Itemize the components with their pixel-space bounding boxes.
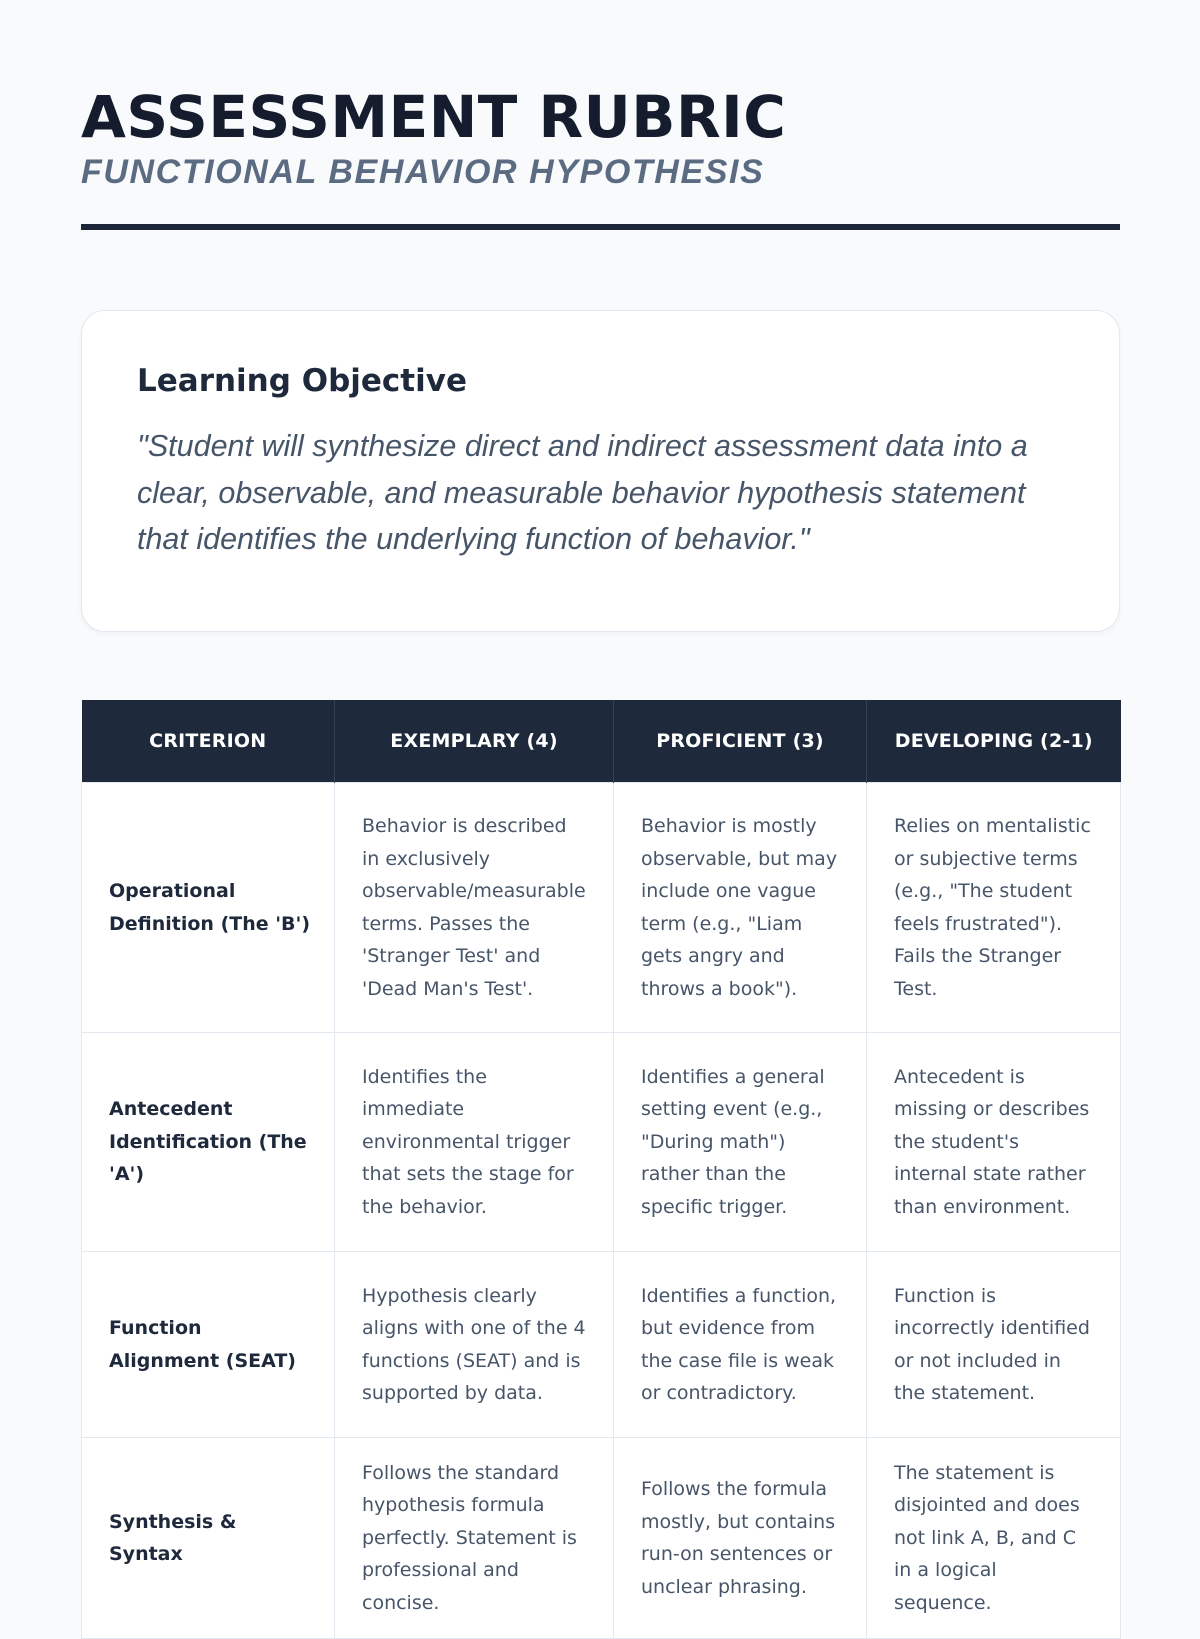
table-row bbox=[82, 1033, 1121, 1252]
column-header-proficient: PROFICIENT (3) bbox=[614, 700, 867, 783]
learning-objective-card bbox=[81, 310, 1120, 632]
table-header-row bbox=[82, 700, 1121, 783]
criterion-cell: Function Alignment (SEAT) bbox=[82, 1252, 335, 1438]
exemplary-cell: Behavior is described in exclusively observable/measurable terms. Passes the 'Stranger Test' and 'Dead Man's Test'. bbox=[335, 783, 614, 1033]
developing-cell: The statement is disjointed and does not link A, B, and C in a logical sequence. bbox=[867, 1438, 1121, 1639]
proficient-cell: Identifies a general setting event (e.g., "During math") rather than the specific trigger. bbox=[614, 1033, 867, 1252]
rubric-table bbox=[81, 700, 1121, 1639]
criterion-cell: Antecedent Identification (The 'A') bbox=[82, 1033, 335, 1252]
exemplary-cell: Hypothesis clearly aligns with one of the 4 functions (SEAT) and is supported by data. bbox=[335, 1252, 614, 1438]
column-header-developing: DEVELOPING (2-1) bbox=[867, 700, 1121, 783]
table-row bbox=[82, 783, 1121, 1033]
objective-text: "Student will synthesize direct and indirect assessment data into a clear, observable, and measurable behavior hypothesis statement that identifies the underlying function of behavior." bbox=[137, 429, 1028, 556]
criterion-cell: Synthesis & Syntax bbox=[82, 1438, 335, 1639]
page-header bbox=[81, 0, 1120, 230]
developing-cell: Antecedent is missing or describes the student's internal state rather than environment. bbox=[867, 1033, 1121, 1252]
page-subtitle: FUNCTIONAL BEHAVIOR HYPOTHESIS bbox=[81, 153, 765, 191]
column-header-exemplary: EXEMPLARY (4) bbox=[335, 700, 614, 783]
rubric-page bbox=[81, 0, 1120, 1639]
proficient-cell: Identifies a function, but evidence from the case file is weak or contradictory. bbox=[614, 1252, 867, 1438]
developing-cell: Function is incorrectly identified or not included in the statement. bbox=[867, 1252, 1121, 1438]
table-row bbox=[82, 1438, 1121, 1639]
exemplary-cell: Follows the standard hypothesis formula perfectly. Statement is professional and concise. bbox=[335, 1438, 614, 1639]
page-title: ASSESSMENT RUBRIC bbox=[81, 83, 787, 151]
developing-cell: Relies on mentalistic or subjective terms (e.g., "The student feels frustrated"). Fails the Stranger Test. bbox=[867, 783, 1121, 1033]
criterion-cell: Operational Definition (The 'B') bbox=[82, 783, 335, 1033]
header-divider bbox=[81, 224, 1120, 230]
table-row bbox=[82, 1252, 1121, 1438]
objective-heading: Learning Objective bbox=[137, 363, 467, 399]
exemplary-cell: Identifies the immediate environmental trigger that sets the stage for the behavior. bbox=[335, 1033, 614, 1252]
proficient-cell: Behavior is mostly observable, but may include one vague term (e.g., "Liam gets angry and throws a book"). bbox=[614, 783, 867, 1033]
column-header-criterion: CRITERION bbox=[82, 700, 335, 783]
proficient-cell: Follows the formula mostly, but contains run-on sentences or unclear phrasing. bbox=[614, 1438, 867, 1639]
